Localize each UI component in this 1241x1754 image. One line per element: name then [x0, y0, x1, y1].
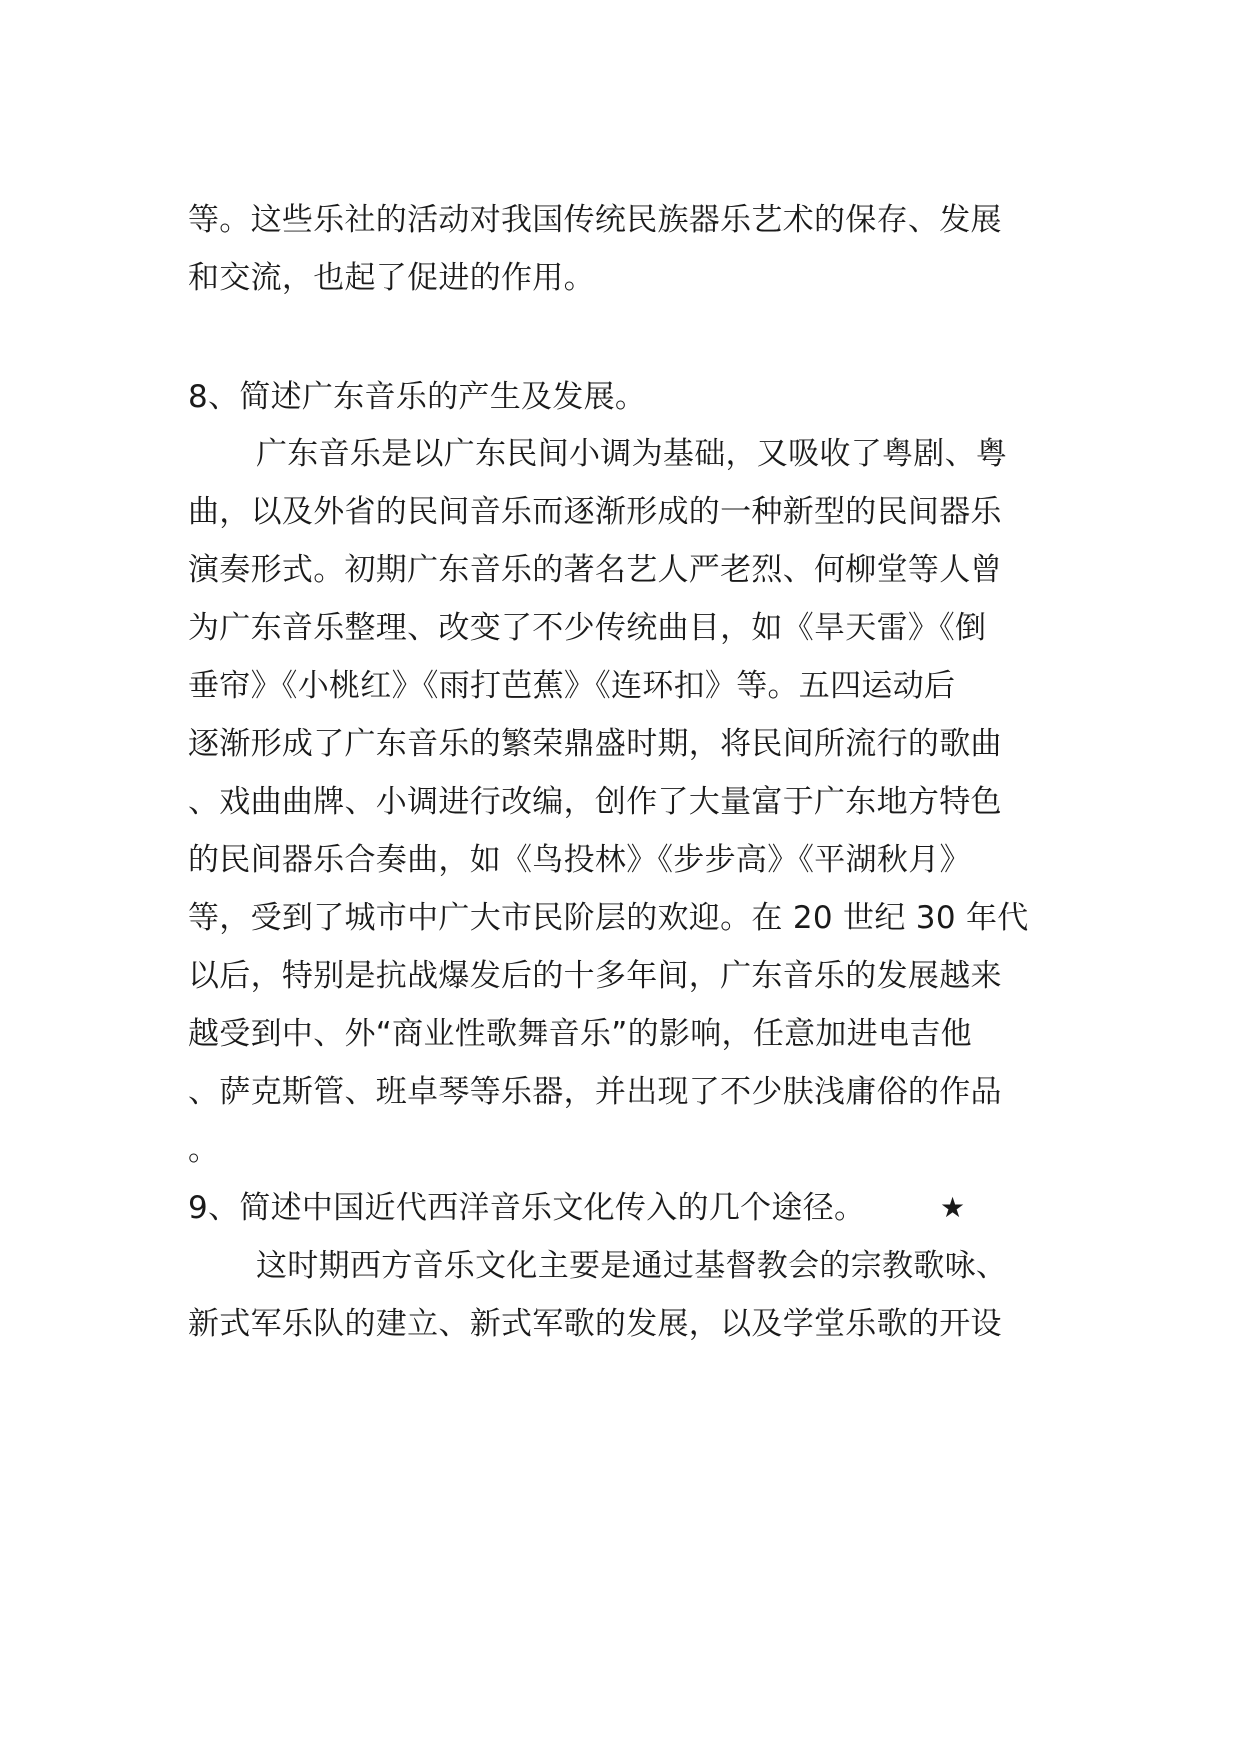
paragraph-line: 为广东音乐整理、改变了不少传统曲目，如《旱天雷》《倒: [188, 610, 987, 646]
paragraph-line: 以后，特别是抗战爆发后的十多年间，广东音乐的发展越来: [188, 958, 1002, 994]
paragraph-line: 广东音乐是以广东民间小调为基础，又吸收了粤剧、粤: [256, 436, 1008, 472]
question-9-heading: 9、简述中国近代西洋音乐文化传入的几个途径。: [188, 1190, 866, 1226]
paragraph-line: 曲，以及外省的民间音乐而逐渐形成的一种新型的民间器乐: [188, 494, 1002, 530]
paragraph-line: 的民间器乐合奏曲，如《鸟投林》《步步高》《平湖秋月》: [188, 842, 971, 878]
paragraph-line: 越受到中、外“商业性歌舞音乐”的影响，任意加进电吉他: [188, 1016, 972, 1052]
paragraph-line: 演奏形式。初期广东音乐的著名艺人严老烈、何柳堂等人曾: [188, 552, 1002, 588]
paragraph-line: 逐渐形成了广东音乐的繁荣鼎盛时期，将民间所流行的歌曲: [188, 726, 1002, 762]
paragraph-line: 。: [188, 1132, 220, 1168]
paragraph-line: 等。这些乐社的活动对我国传统民族器乐艺术的保存、发展: [188, 202, 1002, 238]
paragraph-line: 新式军乐队的建立、新式军歌的发展，以及学堂乐歌的开设: [188, 1306, 1002, 1342]
paragraph-line: 等，受到了城市中广大市民阶层的欢迎。在 20 世纪 30 年代: [188, 900, 1029, 936]
paragraph-line: 、戏曲曲牌、小调进行改编，创作了大量富于广东地方特色: [188, 784, 1002, 820]
paragraph-line: 这时期西方音乐文化主要是通过基督教会的宗教歌咏、: [256, 1248, 1008, 1284]
star-icon: ★: [940, 1191, 966, 1224]
question-8-heading: 8、简述广东音乐的产生及发展。: [188, 379, 647, 415]
paragraph-line: 、萨克斯管、班卓琴等乐器，并出现了不少肤浅庸俗的作品: [188, 1074, 1002, 1110]
paragraph-line: 垂帘》《小桃红》《雨打芭蕉》《连环扣》等。五四运动后: [188, 668, 956, 704]
paragraph-line: 和交流，也起了促进的作用。: [188, 260, 595, 296]
